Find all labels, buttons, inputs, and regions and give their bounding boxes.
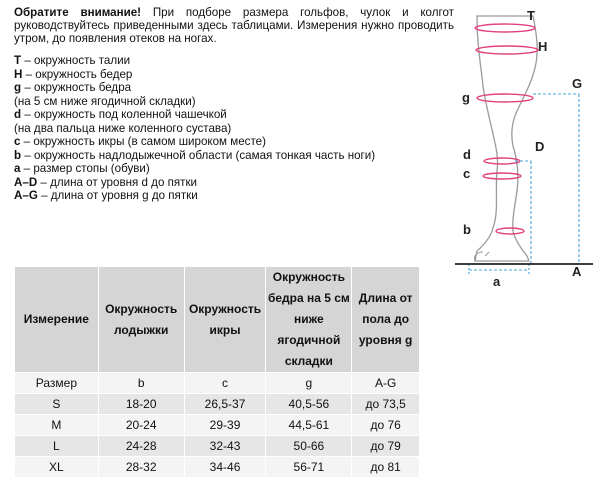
label-b: b — [463, 222, 471, 237]
label-A: A — [572, 264, 582, 279]
table-cell: до 76 — [352, 415, 420, 436]
legend-item: A–D – длина от уровня d до пятки — [14, 175, 198, 189]
label-G: G — [572, 76, 583, 91]
table-cell: 44,5-61 — [266, 415, 352, 436]
legend-item: a – размер стопы (обуви) — [14, 162, 150, 175]
label-D: D — [535, 139, 545, 154]
table-cell: g — [266, 373, 352, 394]
table-row — [15, 394, 420, 415]
table-cell: 29-39 — [184, 415, 266, 436]
table-cell: 20-24 — [98, 415, 184, 436]
waist-measure-ring — [475, 24, 535, 32]
legend-item: c – окружность икры (в самом широком месте) — [14, 135, 266, 148]
legend-item: T – окружность талии — [14, 54, 131, 67]
table-cell: 50-66 — [266, 436, 352, 457]
table-cell: L — [15, 436, 99, 457]
label-c: c — [463, 166, 471, 181]
label-H: H — [538, 39, 548, 54]
label-g: g — [462, 90, 470, 105]
header-thigh: Окружность бедра на 5 см ниже ягодичной складки — [266, 267, 352, 373]
table-row — [15, 415, 420, 436]
calf-measure-ring — [483, 173, 521, 179]
header-calf: Окружность икры — [184, 267, 266, 373]
legend-item: b – окружность надлодыжечной области (самая тонкая часть ноги) — [14, 148, 376, 162]
table-cell: до 81 — [352, 457, 420, 478]
header-length: Длина от пола до уровня g — [352, 267, 420, 373]
table-cell: 26,5-37 — [184, 394, 266, 415]
legend-item: g – окружность бедра — [14, 81, 132, 94]
attention-label: Обратите внимание! — [14, 6, 142, 19]
measurement-legend — [14, 54, 444, 203]
table-cell: до 79 — [352, 436, 420, 457]
table-header-row — [15, 267, 420, 373]
table-cell: 28-32 — [98, 457, 184, 478]
header-ankle: Окружность лодыжки — [98, 267, 184, 373]
table-cell: M — [15, 415, 99, 436]
table-cell: 56-71 — [266, 457, 352, 478]
hip-measure-ring — [476, 46, 538, 54]
label-a: a — [493, 274, 501, 289]
table-row — [15, 457, 420, 478]
legend-item: d – окружность под коленной чашечкой — [14, 108, 227, 121]
table-cell: 24-28 — [98, 436, 184, 457]
table-cell: Размер — [15, 373, 99, 394]
label-d: d — [463, 147, 471, 162]
table-row — [15, 373, 420, 394]
table-cell: 34-46 — [184, 457, 266, 478]
table-cell: b — [98, 373, 184, 394]
table-cell: 32-43 — [184, 436, 266, 457]
table-cell: XL — [15, 457, 99, 478]
table-cell: 40,5-56 — [266, 394, 352, 415]
legend-item: (на два пальца ниже коленного сустава) — [14, 121, 232, 135]
legend-item: A–G – длина от уровня g до пятки — [14, 189, 198, 202]
table-cell: S — [15, 394, 99, 415]
below-knee-measure-ring — [484, 158, 520, 164]
legend-item: H – окружность бедер — [14, 67, 133, 81]
table-cell: до 73,5 — [352, 394, 420, 415]
intro-text: При подборе размера гольфов, чулок и колгот руководствуйтесь приведенными здесь таблицами. Измерения нужно проводить утром, до появления отеков на ногах. — [14, 6, 454, 45]
label-T: T — [527, 8, 535, 23]
legend-item: (на 5 см ниже ягодичной складки) — [14, 94, 196, 108]
header-measurement: Измерение — [15, 267, 99, 373]
table-row — [15, 436, 420, 457]
leg-measurement-diagram — [455, 6, 595, 291]
intro-paragraph — [14, 6, 454, 45]
size-table — [14, 266, 420, 478]
table-cell: 18-20 — [98, 394, 184, 415]
ankle-measure-ring — [496, 228, 524, 234]
table-cell: c — [184, 373, 266, 394]
table-cell: A-G — [352, 373, 420, 394]
